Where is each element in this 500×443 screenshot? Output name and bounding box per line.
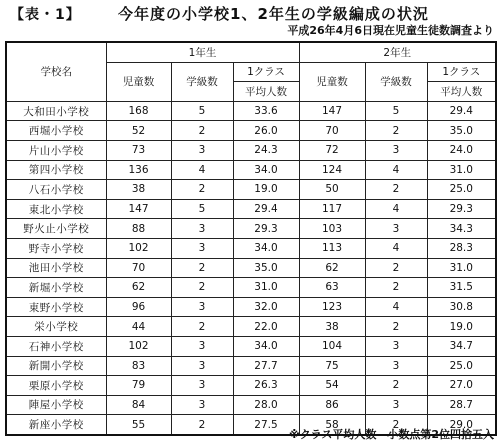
g2-average-cell: 28.3 xyxy=(427,238,496,258)
school-name-cell: 野寺小学校 xyxy=(6,238,106,258)
g2-average-cell: 25.0 xyxy=(427,356,496,376)
g2-average-cell: 31.5 xyxy=(427,278,496,298)
school-name-cell: 大和田小学校 xyxy=(6,101,106,121)
document-subtitle: 平成26年4月6日現在児童生徒数調査より xyxy=(287,24,494,37)
g2-average-cell: 27.0 xyxy=(427,376,496,396)
g2-average-cell: 29.0 xyxy=(427,415,496,435)
g1-classes-cell: 2 xyxy=(171,121,233,141)
g2-students-cell: 54 xyxy=(299,376,365,396)
table-row xyxy=(6,356,496,376)
g1-classes-cell: 3 xyxy=(171,219,233,239)
g2-average-cell: 29.4 xyxy=(427,101,496,121)
g2-average-cell: 30.8 xyxy=(427,297,496,317)
school-name-cell: 石神小学校 xyxy=(6,336,106,356)
g2-classes-cell: 5 xyxy=(365,101,427,121)
g2-students-cell: 75 xyxy=(299,356,365,376)
g1-average-cell: 27.7 xyxy=(233,356,299,376)
header-g1-average: 平均人数 xyxy=(233,82,299,102)
g1-students-cell: 73 xyxy=(106,140,171,160)
table-row xyxy=(6,199,496,219)
g1-students-cell: 62 xyxy=(106,278,171,298)
g2-classes-cell: 4 xyxy=(365,199,427,219)
g1-average-cell: 34.0 xyxy=(233,238,299,258)
school-name-cell: 新座小学校 xyxy=(6,415,106,435)
g1-average-cell: 26.0 xyxy=(233,121,299,141)
g1-classes-cell: 3 xyxy=(171,376,233,396)
table-row xyxy=(6,278,496,298)
g2-classes-cell: 2 xyxy=(365,278,427,298)
g1-average-cell: 32.0 xyxy=(233,297,299,317)
g2-average-cell: 24.0 xyxy=(427,140,496,160)
table-row xyxy=(6,180,496,200)
g1-students-cell: 88 xyxy=(106,219,171,239)
g1-classes-cell: 3 xyxy=(171,238,233,258)
g2-average-cell: 31.0 xyxy=(427,258,496,278)
g1-average-cell: 19.0 xyxy=(233,180,299,200)
table-row xyxy=(6,395,496,415)
g1-classes-cell: 2 xyxy=(171,278,233,298)
g2-classes-cell: 3 xyxy=(365,395,427,415)
g1-average-cell: 26.3 xyxy=(233,376,299,396)
school-name-cell: 新堀小学校 xyxy=(6,278,106,298)
header-g1-classes: 学級数 xyxy=(171,62,233,101)
g1-classes-cell: 5 xyxy=(171,101,233,121)
g1-students-cell: 96 xyxy=(106,297,171,317)
g1-average-cell: 33.6 xyxy=(233,101,299,121)
g1-classes-cell: 2 xyxy=(171,415,233,435)
g2-students-cell: 147 xyxy=(299,101,365,121)
g1-classes-cell: 3 xyxy=(171,336,233,356)
g2-students-cell: 123 xyxy=(299,297,365,317)
table-tag: 【表・1】 xyxy=(10,7,81,23)
header-g2-students: 児童数 xyxy=(299,62,365,101)
g1-classes-cell: 2 xyxy=(171,180,233,200)
g1-average-cell: 29.3 xyxy=(233,219,299,239)
g1-students-cell: 55 xyxy=(106,415,171,435)
g1-students-cell: 84 xyxy=(106,395,171,415)
g1-students-cell: 102 xyxy=(106,336,171,356)
g1-classes-cell: 2 xyxy=(171,258,233,278)
table-body xyxy=(6,101,496,435)
g2-average-cell: 19.0 xyxy=(427,317,496,337)
header-g1-students: 児童数 xyxy=(106,62,171,101)
header-grade1: 1年生 xyxy=(106,42,299,62)
school-name-cell: 西堀小学校 xyxy=(6,121,106,141)
g1-classes-cell: 3 xyxy=(171,395,233,415)
g2-classes-cell: 3 xyxy=(365,219,427,239)
g2-classes-cell: 3 xyxy=(365,336,427,356)
g2-students-cell: 117 xyxy=(299,199,365,219)
g1-students-cell: 79 xyxy=(106,376,171,396)
table-row xyxy=(6,140,496,160)
g2-average-cell: 28.7 xyxy=(427,395,496,415)
g1-classes-cell: 4 xyxy=(171,160,233,180)
school-name-cell: 野火止小学校 xyxy=(6,219,106,239)
g2-students-cell: 50 xyxy=(299,180,365,200)
g2-average-cell: 35.0 xyxy=(427,121,496,141)
g2-average-cell: 29.3 xyxy=(427,199,496,219)
g2-average-cell: 31.0 xyxy=(427,160,496,180)
g1-average-cell: 35.0 xyxy=(233,258,299,278)
school-name-cell: 栗原小学校 xyxy=(6,376,106,396)
g2-average-cell: 34.7 xyxy=(427,336,496,356)
g1-classes-cell: 5 xyxy=(171,199,233,219)
table-row xyxy=(6,160,496,180)
g2-students-cell: 124 xyxy=(299,160,365,180)
g1-students-cell: 52 xyxy=(106,121,171,141)
g1-average-cell: 34.0 xyxy=(233,160,299,180)
footnote: ※クラス平均人数 小数点第2位四捨五入 xyxy=(288,428,494,441)
g2-classes-cell: 4 xyxy=(365,238,427,258)
g1-students-cell: 147 xyxy=(106,199,171,219)
g1-average-cell: 28.0 xyxy=(233,395,299,415)
header-g2-classes: 学級数 xyxy=(365,62,427,101)
g2-classes-cell: 3 xyxy=(365,140,427,160)
table-row xyxy=(6,258,496,278)
g2-students-cell: 70 xyxy=(299,121,365,141)
header-g2-average: 平均人数 xyxy=(427,82,496,102)
g2-classes-cell: 3 xyxy=(365,356,427,376)
school-name-cell: 東北小学校 xyxy=(6,199,106,219)
g2-classes-cell: 4 xyxy=(365,160,427,180)
g1-average-cell: 22.0 xyxy=(233,317,299,337)
header-g2-per-class: 1クラス xyxy=(427,62,496,82)
g1-classes-cell: 3 xyxy=(171,297,233,317)
school-name-cell: 八石小学校 xyxy=(6,180,106,200)
g1-students-cell: 70 xyxy=(106,258,171,278)
title-row xyxy=(6,3,496,23)
g1-classes-cell: 2 xyxy=(171,317,233,337)
g2-classes-cell: 2 xyxy=(365,121,427,141)
g2-average-cell: 34.3 xyxy=(427,219,496,239)
g2-students-cell: 72 xyxy=(299,140,365,160)
g1-students-cell: 38 xyxy=(106,180,171,200)
g2-students-cell: 86 xyxy=(299,395,365,415)
g2-classes-cell: 2 xyxy=(365,317,427,337)
table-row xyxy=(6,121,496,141)
g1-students-cell: 136 xyxy=(106,160,171,180)
school-name-cell: 池田小学校 xyxy=(6,258,106,278)
g2-students-cell: 38 xyxy=(299,317,365,337)
header-grade2: 2年生 xyxy=(299,42,496,62)
g2-classes-cell: 2 xyxy=(365,180,427,200)
g2-average-cell: 25.0 xyxy=(427,180,496,200)
g1-students-cell: 44 xyxy=(106,317,171,337)
table-row xyxy=(6,297,496,317)
g2-classes-cell: 2 xyxy=(365,258,427,278)
g2-students-cell: 58 xyxy=(299,415,365,435)
document-title: 今年度の小学校1、2年生の学級編成の状況 xyxy=(118,5,429,23)
g2-students-cell: 103 xyxy=(299,219,365,239)
school-name-cell: 栄小学校 xyxy=(6,317,106,337)
g1-average-cell: 27.5 xyxy=(233,415,299,435)
table-row xyxy=(6,238,496,258)
table-row xyxy=(6,336,496,356)
g2-students-cell: 104 xyxy=(299,336,365,356)
table-row xyxy=(6,219,496,239)
table-row xyxy=(6,376,496,396)
header-row-1 xyxy=(6,42,496,62)
g1-classes-cell: 3 xyxy=(171,140,233,160)
header-school: 学校名 xyxy=(6,42,106,101)
g2-students-cell: 113 xyxy=(299,238,365,258)
g1-classes-cell: 3 xyxy=(171,356,233,376)
school-name-cell: 片山小学校 xyxy=(6,140,106,160)
g2-students-cell: 62 xyxy=(299,258,365,278)
g1-students-cell: 168 xyxy=(106,101,171,121)
school-name-cell: 陣屋小学校 xyxy=(6,395,106,415)
g1-average-cell: 31.0 xyxy=(233,278,299,298)
g2-classes-cell: 2 xyxy=(365,376,427,396)
class-organization-table xyxy=(5,41,497,436)
table-row xyxy=(6,317,496,337)
g2-classes-cell: 2 xyxy=(365,415,427,435)
school-name-cell: 新開小学校 xyxy=(6,356,106,376)
g2-classes-cell: 4 xyxy=(365,297,427,317)
header-g1-per-class: 1クラス xyxy=(233,62,299,82)
g1-average-cell: 24.3 xyxy=(233,140,299,160)
g1-students-cell: 83 xyxy=(106,356,171,376)
g1-average-cell: 29.4 xyxy=(233,199,299,219)
g2-students-cell: 63 xyxy=(299,278,365,298)
g1-average-cell: 34.0 xyxy=(233,336,299,356)
school-name-cell: 東野小学校 xyxy=(6,297,106,317)
table-row xyxy=(6,101,496,121)
school-name-cell: 第四小学校 xyxy=(6,160,106,180)
g1-students-cell: 102 xyxy=(106,238,171,258)
